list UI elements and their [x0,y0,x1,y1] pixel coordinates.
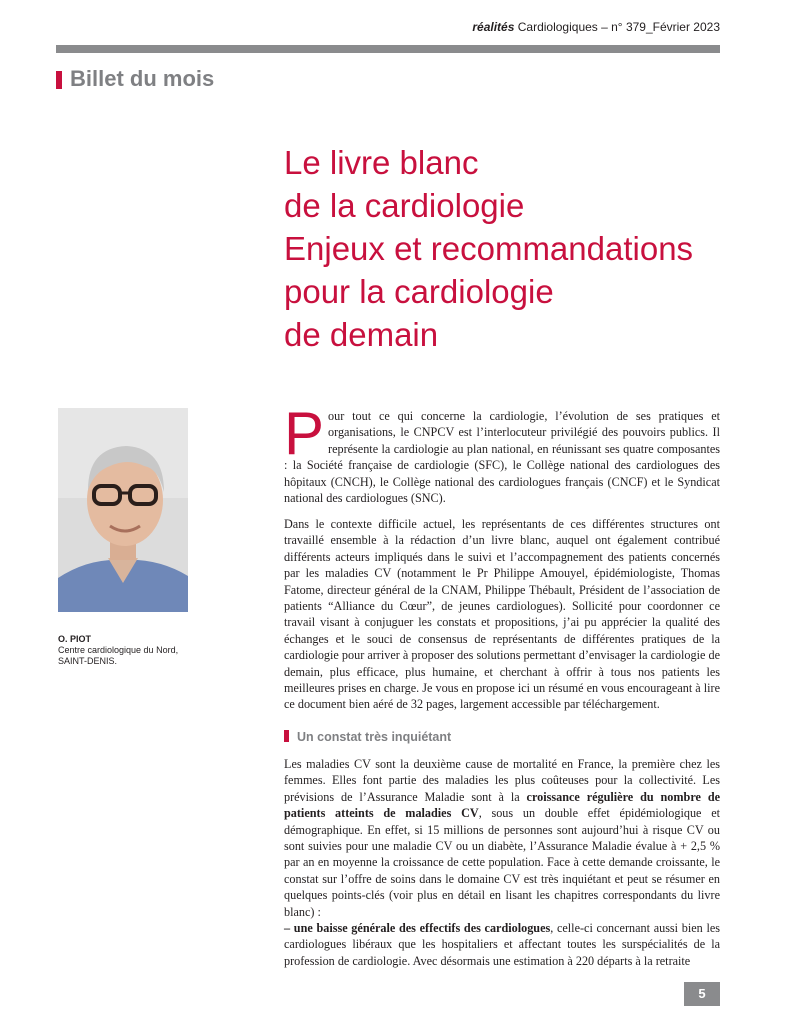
section-heading [284,730,451,744]
journal-issue: Cardiologiques – n° 379_Février 2023 [514,20,720,34]
section-heading-text: Un constat très inquiétant [297,730,452,744]
author-affiliation: Centre cardiologique du Nord, [58,645,179,655]
title-line: Le livre blanc [284,144,479,181]
rubric-marker [56,71,62,89]
page-number: 5 [684,982,720,1006]
running-head [472,20,720,34]
constat-emphasis: – une baisse générale des effectifs des cardiologues [284,921,551,936]
constat-emphasis: croissance régulière du nombre de patients atteints de maladies CV [284,789,721,821]
journal-brand: réalités [472,20,515,34]
author-photo [58,408,188,612]
constat-text: , celle-ci concernant aussi bien les cardiologues libéraux que les hospitaliers et affectant toutes les surspécialités de la profession de cardiologie. Avec désormais une estimation à 220 départs à la retraite [284,921,720,968]
paragraph-context: Dans le contexte difficile actuel, les représentants de ces différentes structures ont travaillé ensemble à la rédaction d’un livre blanc, auquel ont également contribué différents acteurs impliqués dans le suivi et l’accompagnement des patients concernés par les maladies CV (notamment le Pr Philippe Amouyel, épidémiologiste, Thomas Fatome, directeur général de la CNAM, Philippe Thébault, Président de l’association de patients “Alliance du Cœur”, de jeunes cardiologues). Sollicité pour coordonner ce travail visant à conjuguer les constats et propositions, j’ai pu apprécier la qualité des échanges et le souci de consensus de représentants de différentes pratiques de la cardiologie pour arriver à proposer des solutions permettant d’envisager la cardiologie de demain, plus efficace, plus humaine, et cherchant à offrir à tous nos patients les meilleures prises en charge. Je vous en propose ici un résumé en vous encourageant à lire ce document bien aéré de 32 pages, largement accessible par téléchargement. [284,517,720,712]
top-rule [56,45,720,53]
article-title [284,141,754,356]
constat-text: Les maladies CV sont la deuxième cause de mortalité en France, la première chez les femmes. Elles font partie des maladies les plus coûteuses pour la collectivité. Les prévisions de l’Assurance Maladie sont à la [284,757,720,804]
paragraph-constat [284,756,720,969]
title-line: pour la cardiologie [284,273,554,310]
title-line: de la cardiologie [284,187,525,224]
section-marker [284,730,289,742]
author-name: O. PIOT [58,634,92,644]
paragraph-intro-text: our tout ce qui concerne la cardiologie, l’évolution de ses pratiques et organisations, le CNPCV est l’interlocuteur privilégié des pouvoirs publics. Il représente la cardiologie au plan national, en réunissant ses quatre composantes : la Société française de cardiologie (SFC), le Collège national des cardiologues des hôpitaux (CNCH), le Collège national des cardiologues français (CNCF) et le Syndicat national des cardiologues (SNC). [284,409,720,506]
title-line: de demain [284,316,439,353]
drop-cap: P [284,400,325,467]
author-block [58,634,178,667]
paragraph-intro [284,400,720,506]
constat-text: , sous un double effet épidémiologique et démographique. En effet, si 15 millions de personnes sont aujourd’hui à risque CV ou sont suivies pour une maladie CV ou un diabète, l’Assurance Maladie évalue à + 2,5 % par an en moyenne la croissance de cette population. Face à cette demande croissante, le constat sur l’offre de soins dans le domaine CV est très inquiétant et peut se résumer en quelques points-clés (voir plus en détail en lisant les chapitres correspondants du livre blanc) : [284,806,720,919]
author-city: SAINT-DENIS. [58,656,118,666]
rubric-label: Billet du mois [70,66,215,91]
title-line: Enjeux et recommandations [284,230,694,267]
